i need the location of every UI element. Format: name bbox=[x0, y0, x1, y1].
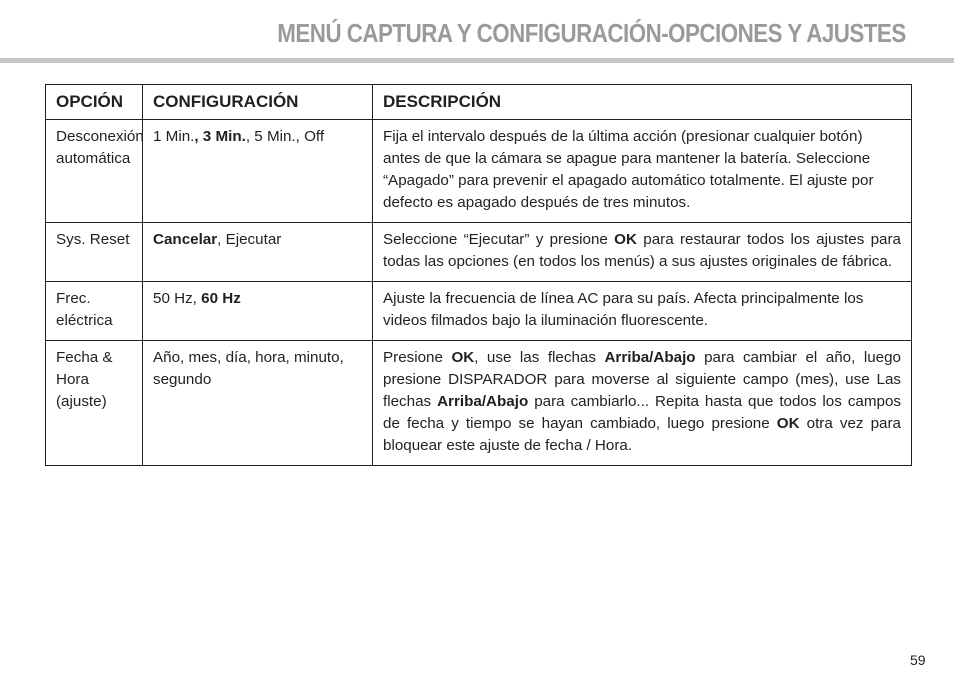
table-row bbox=[46, 341, 912, 466]
text-run: Año, mes, día, hora, minuto, segundo bbox=[153, 349, 344, 388]
description-cell bbox=[373, 282, 912, 341]
configuration-cell bbox=[143, 282, 373, 341]
text-run: , 5 Min., Off bbox=[245, 128, 325, 145]
header-configuration: CONFIGURACIÓN bbox=[143, 85, 373, 120]
text-run: para restaurar todos los ajustes para todas las opciones (en todos los menús) a sus ajustes originales de fábrica. bbox=[383, 231, 901, 270]
header-rule bbox=[0, 58, 954, 63]
option-cell: Frec. eléctrica bbox=[46, 282, 143, 341]
text-run: otra vez para bloquear este ajuste de fecha / Hora. bbox=[383, 415, 901, 454]
bold-text: , 3 Min. bbox=[194, 128, 246, 145]
table-row bbox=[46, 223, 912, 282]
bold-text: OK bbox=[776, 415, 800, 432]
text-run: Fija el intervalo después de la última acción (presionar cualquier botón) antes de que la cámara se apague para mantener la batería. Seleccione “Apagado” para prevenir el apagado automático totalmente. El ajuste por defecto es apagado después de tres minutos. bbox=[383, 128, 874, 211]
text-run: para cambiar el año, luego presione DISPARADOR para moverse al siguiente campo (mes), use Las flechas bbox=[383, 349, 901, 410]
table-header-row bbox=[46, 85, 912, 120]
text-run: 1 Min. bbox=[153, 128, 195, 145]
options-table bbox=[45, 84, 912, 466]
description-cell bbox=[373, 120, 912, 223]
bold-text: Cancelar bbox=[153, 231, 218, 248]
table-row bbox=[46, 282, 912, 341]
option-cell: Sys. Reset bbox=[46, 223, 143, 282]
option-cell: Fecha & Hora (ajuste) bbox=[46, 341, 143, 466]
option-cell: Desconexión automática bbox=[46, 120, 143, 223]
bold-text: OK bbox=[614, 231, 637, 248]
page-number: 59 bbox=[910, 652, 926, 668]
text-run: Seleccione “Ejecutar” y presione bbox=[383, 231, 615, 248]
configuration-cell bbox=[143, 341, 373, 466]
description-cell bbox=[373, 341, 912, 466]
bold-text: 60 Hz bbox=[201, 290, 241, 307]
table-row bbox=[46, 120, 912, 223]
text-run: 50 Hz, bbox=[153, 290, 202, 307]
text-run: , Ejecutar bbox=[217, 231, 282, 248]
configuration-cell bbox=[143, 223, 373, 282]
text-run: para cambiarlo... Repita hasta que todos los campos de fecha y tiempo se hayan cambiado, luego presione bbox=[383, 393, 901, 432]
header-option: OPCIÓN bbox=[46, 85, 143, 120]
configuration-cell bbox=[143, 120, 373, 223]
text-run: Ajuste la frecuencia de línea AC para su país. Afecta principalmente los videos filmados bajo la iluminación fluorescente. bbox=[383, 290, 864, 329]
text-run: , use las flechas bbox=[474, 349, 605, 366]
text-run: Presione bbox=[383, 349, 452, 366]
page-title: MENÚ CAPTURA Y CONFIGURACIÓN-OPCIONES Y AJUSTES bbox=[277, 18, 906, 48]
bold-text: Arriba/Abajo bbox=[604, 349, 696, 366]
bold-text: Arriba/Abajo bbox=[437, 393, 529, 410]
bold-text: OK bbox=[451, 349, 475, 366]
description-cell bbox=[373, 223, 912, 282]
header-description: DESCRIPCIÓN bbox=[373, 85, 912, 120]
